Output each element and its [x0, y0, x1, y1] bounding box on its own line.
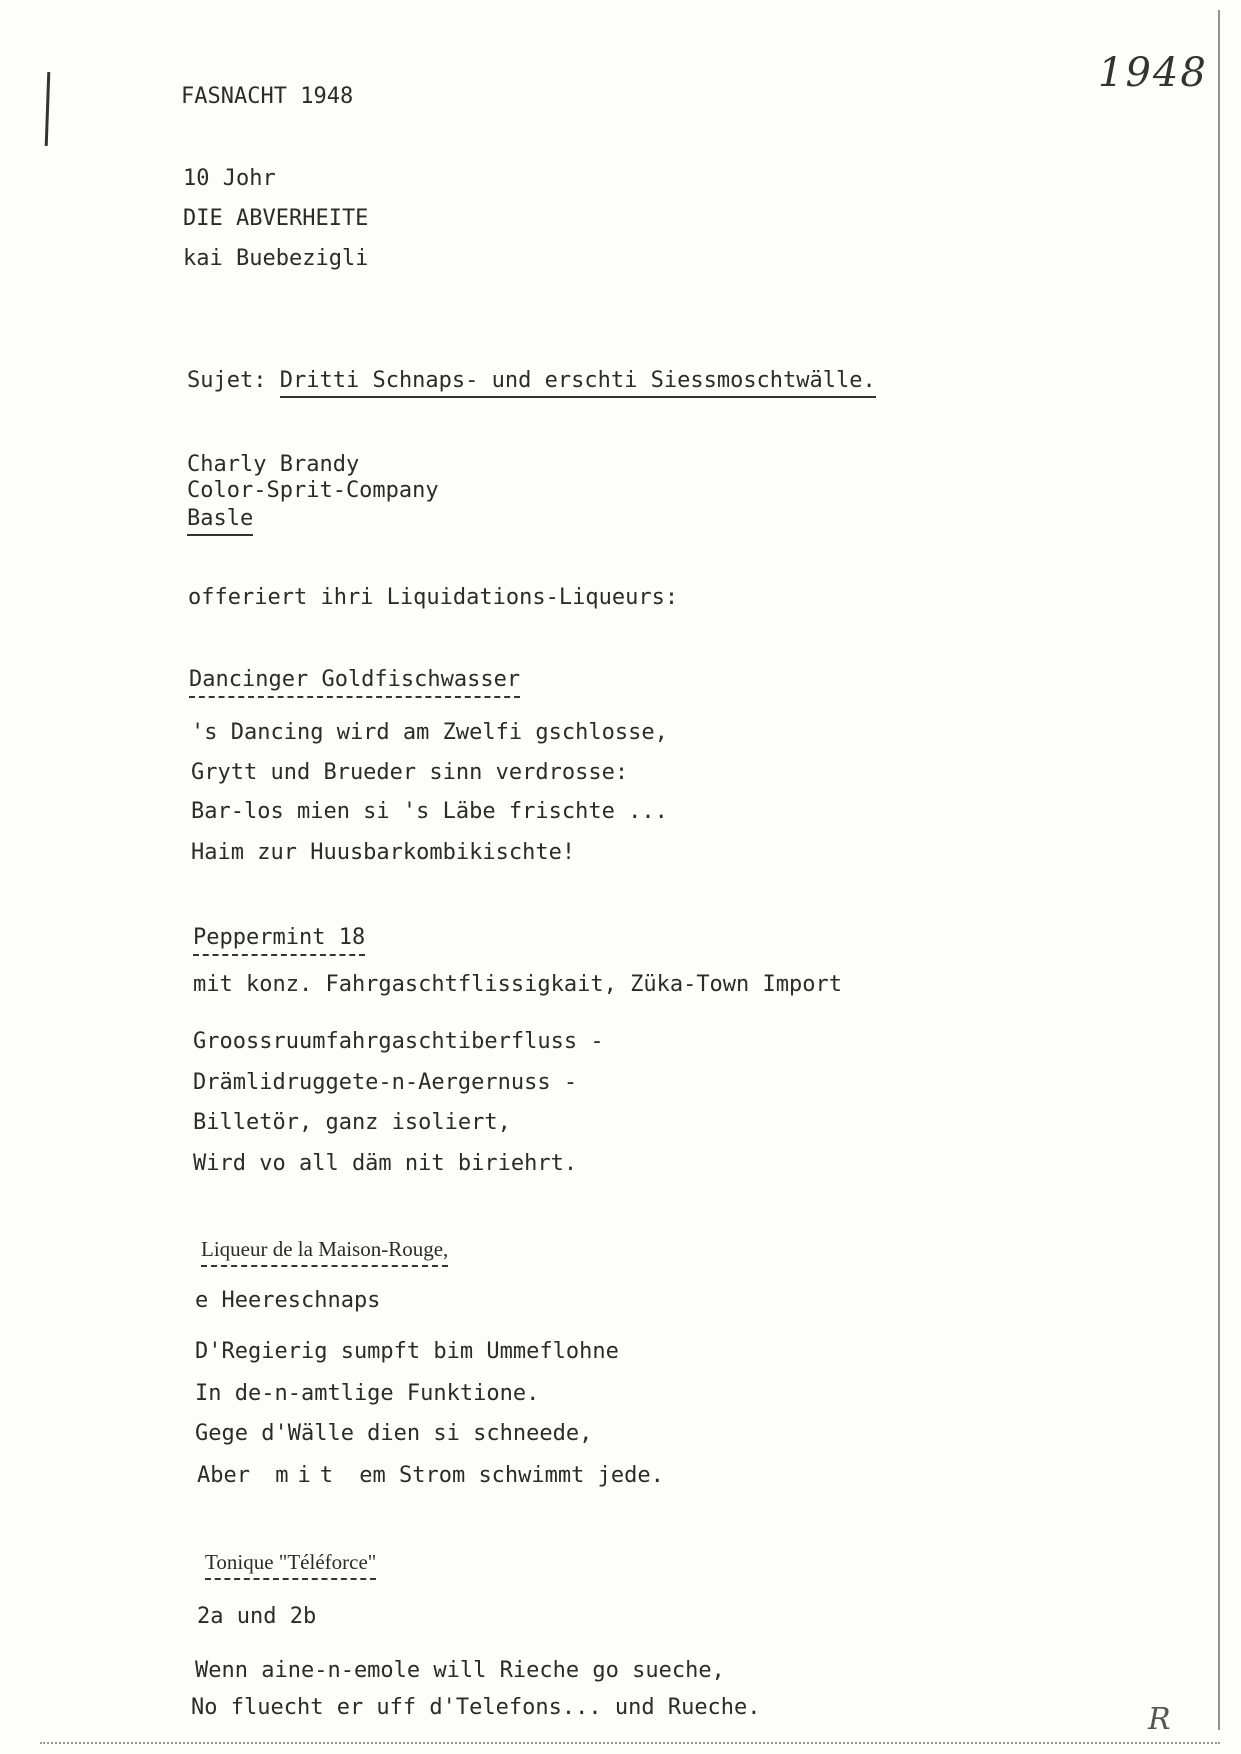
- section-1-heading: Dancinger Goldfischwasser: [189, 667, 520, 698]
- section-1-line-3: Bar-los mien si 's Läbe frischte ...: [191, 799, 668, 824]
- handwritten-year: 1948: [1098, 50, 1208, 96]
- section-4-subline: 2a und 2b: [197, 1604, 317, 1629]
- section-3-line-3: Gege d'Wälle dien si schneede,: [195, 1421, 593, 1446]
- subtitle-line-2: DIE ABVERHEITE: [183, 206, 369, 231]
- section-1-line-1: 's Dancing wird am Zwelfi gschlosse,: [191, 720, 668, 745]
- handwritten-mark: R: [1148, 1702, 1171, 1737]
- section-3-line-4-before: Aber: [197, 1463, 250, 1488]
- section-4-heading-wrap: [205, 1549, 376, 1575]
- company-line-1: Charly Brandy: [187, 452, 360, 477]
- sujet-label: Sujet:: [187, 368, 267, 393]
- section-1-heading-wrap: [189, 667, 520, 693]
- company-line-2: Color-Sprit-Company: [187, 478, 439, 503]
- section-1-line-4: Haim zur Huusbarkombikischte!: [191, 840, 576, 865]
- company-city: Basle: [187, 506, 253, 536]
- section-2-line-4: Wird vo all däm nit biriehrt.: [193, 1151, 578, 1176]
- section-3-subline: e Heereschnaps: [195, 1288, 381, 1313]
- section-3-line-4-spaced: mit: [275, 1463, 342, 1488]
- document-title: FASNACHT 1948: [181, 84, 354, 109]
- section-2-line-2: Drämlidruggete-n-Aergernuss -: [193, 1070, 578, 1095]
- intro-line: offeriert ihri Liquidations-Liqueurs:: [188, 585, 679, 610]
- section-2-line-1: Groossruumfahrgaschtiberfluss -: [193, 1029, 604, 1054]
- section-4-line-1: Wenn aine-n-emole will Rieche go sueche,: [195, 1658, 725, 1683]
- section-3-line-4-after: em Strom schwimmt jede.: [359, 1463, 664, 1488]
- section-2-heading-wrap: [193, 925, 365, 951]
- margin-pen-mark: [45, 72, 51, 146]
- section-3-line-4: [197, 1463, 664, 1489]
- section-2-heading: Peppermint 18: [193, 925, 365, 956]
- page-bottom-perforation: [40, 1742, 1220, 1744]
- sujet-line: [187, 368, 876, 394]
- section-2-subline: mit konz. Fahrgaschtflissigkait, Züka-Town Import: [193, 972, 843, 997]
- section-3-line-2: In de-n-amtlige Funktione.: [195, 1381, 540, 1406]
- page-edge-line: [1218, 10, 1220, 1730]
- section-2-line-3: Billetör, ganz isoliert,: [193, 1110, 511, 1135]
- section-4-line-2: No fluecht er uff d'Telefons... und Rueche.: [191, 1695, 761, 1720]
- section-1-line-2: Grytt und Brueder sinn verdrosse:: [191, 760, 629, 785]
- company-city-wrap: [187, 506, 253, 532]
- sujet-text: Dritti Schnaps- und erschti Siessmoschtwälle.: [280, 368, 876, 398]
- subtitle-line-3: kai Buebezigli: [183, 246, 369, 271]
- subtitle-line-1: 10 Johr: [183, 166, 276, 191]
- section-3-heading-wrap: [201, 1236, 448, 1262]
- section-3-heading: Liqueur de la Maison-Rouge,: [201, 1237, 448, 1267]
- section-4-heading: Tonique "Téléforce": [205, 1550, 376, 1580]
- section-3-line-1: D'Regierig sumpft bim Ummeflohne: [195, 1339, 619, 1364]
